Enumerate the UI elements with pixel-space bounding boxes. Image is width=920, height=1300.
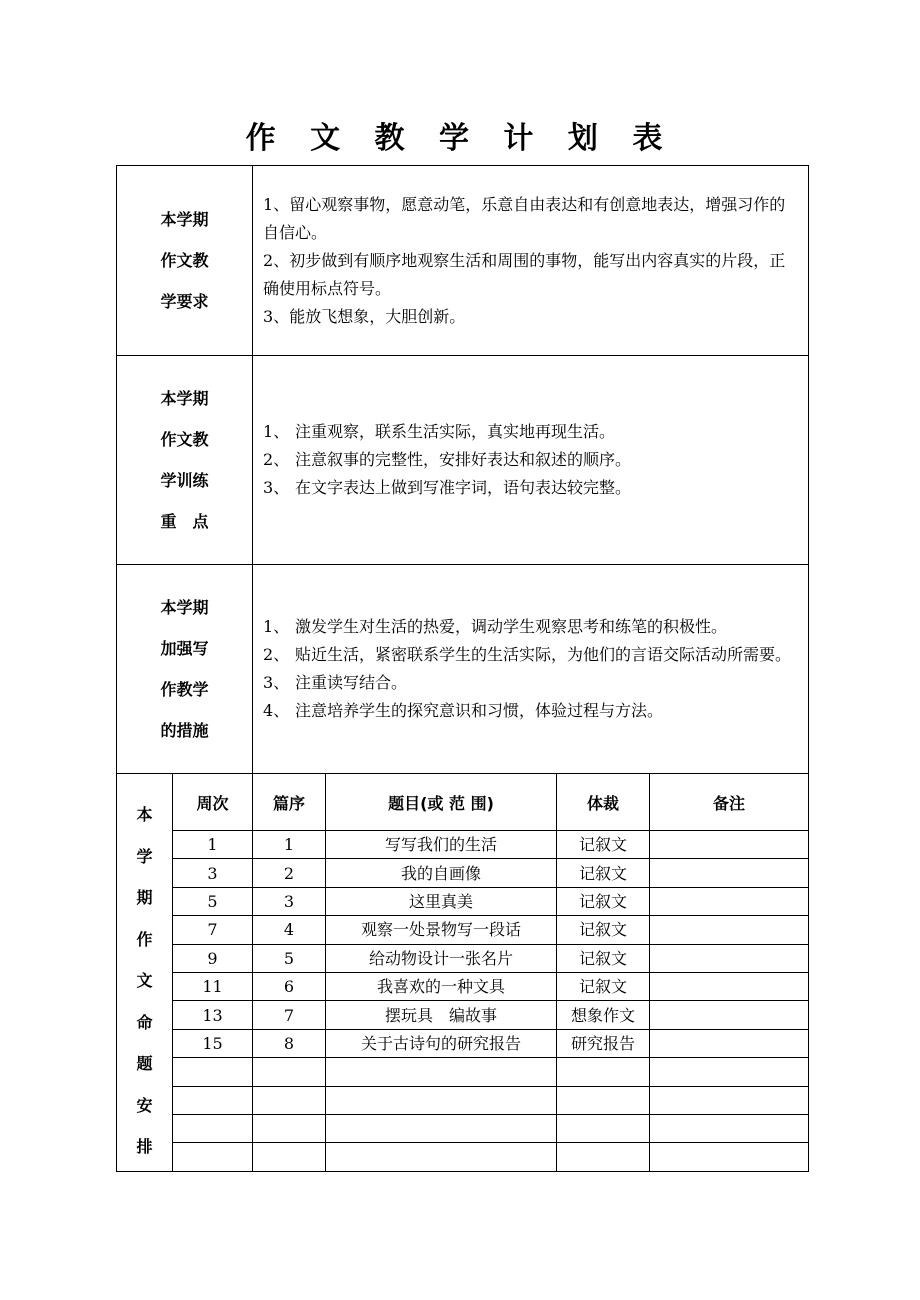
training-item	[263, 474, 798, 502]
training-label	[117, 356, 253, 565]
item-number: 3、	[263, 673, 290, 692]
order-cell: 4	[253, 916, 326, 944]
topic-cell: 关于古诗句的研究报告	[326, 1029, 557, 1057]
week-cell: 5	[173, 887, 253, 915]
vertical-char: 学	[136, 846, 153, 866]
order-cell	[253, 1086, 326, 1114]
week-cell	[173, 1086, 253, 1114]
label-line: 学要求	[160, 292, 209, 311]
requirements-content	[253, 166, 809, 356]
vertical-char: 命	[136, 1012, 153, 1032]
measures-row	[117, 565, 809, 774]
order-cell	[253, 1114, 326, 1142]
header-week: 周次	[173, 774, 253, 831]
notes-cell	[650, 1114, 809, 1142]
genre-cell: 记叙文	[557, 859, 650, 887]
label-line: 作文教	[160, 251, 209, 270]
table-row	[117, 1114, 809, 1142]
table-row	[117, 1029, 809, 1057]
table-row	[117, 916, 809, 944]
week-cell: 9	[173, 944, 253, 972]
table-row	[117, 1058, 809, 1086]
order-cell: 3	[253, 887, 326, 915]
label-line: 本学期	[160, 389, 209, 408]
requirement-item: 2、初步做到有顺序地观察生活和周围的事物，能写出内容真实的片段，正确使用标点符号。	[263, 250, 786, 298]
topic-cell: 写写我们的生活	[326, 831, 557, 859]
topic-cell	[326, 1143, 557, 1171]
notes-cell	[650, 1086, 809, 1114]
training-content	[253, 356, 809, 565]
item-text: 在文字表达上做到写准字词，语句表达较完整。	[295, 478, 632, 497]
page-title: 作 文 教 学 计 划 表	[245, 121, 675, 156]
topic-cell	[326, 1086, 557, 1114]
measures-label	[117, 565, 253, 774]
week-cell: 7	[173, 916, 253, 944]
topic-cell	[326, 1114, 557, 1142]
order-cell: 8	[253, 1029, 326, 1057]
header-topic: 题目(或 范 围)	[326, 774, 557, 831]
item-text: 注意培养学生的探究意识和习惯，体验过程与方法。	[295, 701, 664, 720]
order-cell: 6	[253, 972, 326, 1000]
notes-cell	[650, 887, 809, 915]
week-cell: 15	[173, 1029, 253, 1057]
measure-item	[263, 669, 798, 697]
item-text: 注重读写结合。	[295, 673, 408, 692]
training-item	[263, 446, 798, 474]
table-row	[117, 887, 809, 915]
notes-cell	[650, 831, 809, 859]
week-cell: 13	[173, 1001, 253, 1029]
requirement-item: 1、留心观察事物，愿意动笔，乐意自由表达和有创意地表达，增强习作的自信心。	[263, 194, 786, 242]
training-item	[263, 418, 798, 446]
header-notes: 备注	[650, 774, 809, 831]
vertical-char: 本	[136, 805, 153, 824]
measure-item	[263, 613, 798, 641]
label-line: 作教学	[160, 680, 209, 699]
item-number: 2、	[263, 450, 290, 469]
notes-cell	[650, 1001, 809, 1029]
notes-cell	[650, 972, 809, 1000]
week-cell: 3	[173, 859, 253, 887]
item-text: 注重观察，联系生活实际，真实地再现生活。	[295, 422, 616, 441]
requirement-item: 3、能放飞想象，大胆创新。	[263, 306, 466, 326]
vertical-char: 文	[136, 971, 153, 990]
notes-cell	[650, 1143, 809, 1171]
item-number: 2、	[263, 645, 290, 664]
measures-content	[253, 565, 809, 774]
table-row	[117, 944, 809, 972]
item-text: 激发学生对生活的热爱，调动学生观察思考和练笔的积极性。	[295, 617, 728, 636]
item-number: 4、	[263, 701, 290, 720]
topic-cell: 这里真美	[326, 887, 557, 915]
week-cell: 11	[173, 972, 253, 1000]
week-cell	[173, 1143, 253, 1171]
table-row	[117, 972, 809, 1000]
item-number: 3、	[263, 478, 290, 497]
notes-cell	[650, 916, 809, 944]
week-cell: 1	[173, 831, 253, 859]
table-row	[117, 1143, 809, 1171]
label-line: 学训练	[160, 471, 209, 490]
item-text: 注意叙事的完整性，安排好表达和叙述的顺序。	[295, 450, 632, 469]
week-cell	[173, 1114, 253, 1142]
schedule-header-row	[117, 774, 809, 831]
genre-cell: 想象作文	[557, 1001, 650, 1029]
measure-item	[263, 641, 798, 669]
header-order: 篇序	[253, 774, 326, 831]
notes-cell	[650, 859, 809, 887]
label-line: 加强写	[160, 639, 209, 658]
genre-cell: 记叙文	[557, 944, 650, 972]
genre-cell	[557, 1086, 650, 1114]
genre-cell	[557, 1058, 650, 1086]
label-line: 作文教	[160, 430, 209, 449]
genre-cell	[557, 1114, 650, 1142]
notes-cell	[650, 944, 809, 972]
measure-item	[263, 697, 798, 725]
plan-table	[116, 165, 809, 1172]
topic-cell: 观察一处景物写一段话	[326, 916, 557, 944]
vertical-char: 期	[136, 888, 153, 907]
notes-cell	[650, 1058, 809, 1086]
vertical-char: 安	[136, 1095, 153, 1115]
label-line: 本学期	[160, 210, 209, 229]
topic-cell: 我的自画像	[326, 859, 557, 887]
order-cell: 1	[253, 831, 326, 859]
requirements-row	[117, 166, 809, 356]
genre-cell: 记叙文	[557, 887, 650, 915]
schedule-vertical-label	[117, 774, 173, 1172]
genre-cell	[557, 1143, 650, 1171]
item-text: 贴近生活，紧密联系学生的生活实际，为他们的言语交际活动所需要。	[295, 645, 792, 664]
order-cell: 2	[253, 859, 326, 887]
genre-cell: 研究报告	[557, 1029, 650, 1057]
topic-cell: 摆玩具 编故事	[326, 1001, 557, 1029]
order-cell: 7	[253, 1001, 326, 1029]
topic-cell: 我喜欢的一种文具	[326, 972, 557, 1000]
week-cell	[173, 1058, 253, 1086]
genre-cell: 记叙文	[557, 916, 650, 944]
item-number: 1、	[263, 617, 290, 636]
label-line: 的措施	[160, 721, 209, 740]
header-genre: 体裁	[557, 774, 650, 831]
table-row	[117, 1086, 809, 1114]
table-row	[117, 859, 809, 887]
vertical-char: 题	[136, 1054, 153, 1073]
genre-cell: 记叙文	[557, 831, 650, 859]
notes-cell	[650, 1029, 809, 1057]
topic-cell: 给动物设计一张名片	[326, 944, 557, 972]
item-number: 1、	[263, 422, 290, 441]
requirements-label	[117, 166, 253, 356]
order-cell	[253, 1143, 326, 1171]
order-cell	[253, 1058, 326, 1086]
vertical-char: 排	[136, 1137, 153, 1156]
label-line: 重 点	[160, 512, 209, 531]
topic-cell	[326, 1058, 557, 1086]
training-row	[117, 356, 809, 565]
vertical-char: 作	[136, 929, 153, 949]
genre-cell: 记叙文	[557, 972, 650, 1000]
order-cell: 5	[253, 944, 326, 972]
table-row	[117, 1001, 809, 1029]
label-line: 本学期	[160, 598, 209, 617]
table-row	[117, 831, 809, 859]
